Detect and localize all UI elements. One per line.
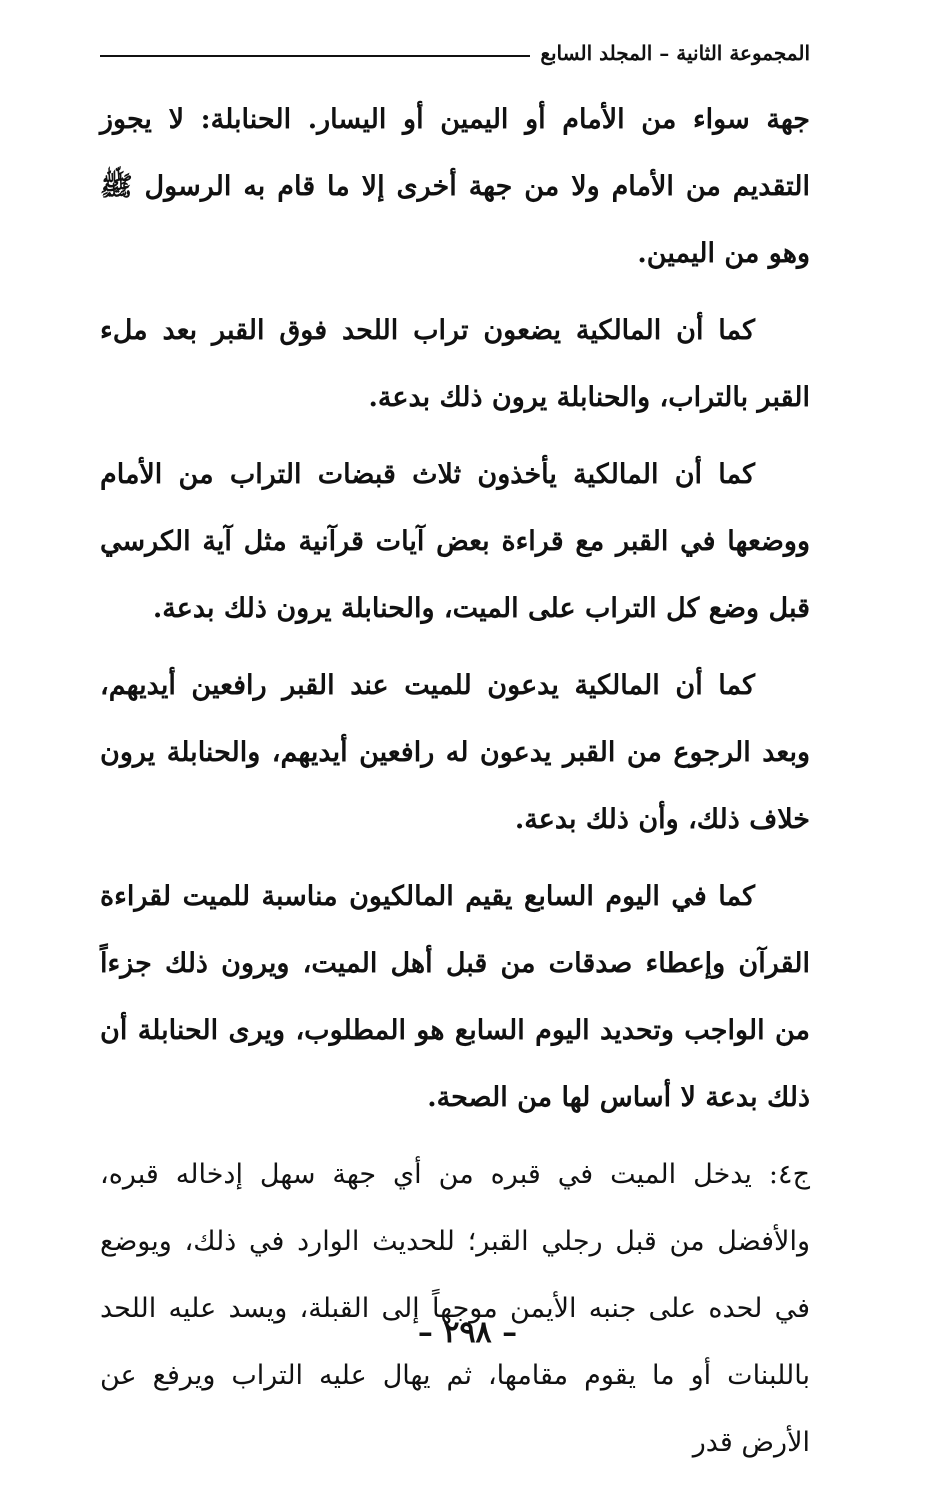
answer-paragraph: ج٤: يدخل الميت في قبره من أي جهة سهل إدخاله قبره، والأفضل من قبل رجلي القبر؛ للحديث الوارد في ذلك، ويوضع في لحده على جنبه الأيمن موجهاً إلى القبلة، ويسد عليه اللحد باللبنات أو ما يقوم مقامها، ثم يهال عليه التراب ويرفع عن الأرض قدر (100, 1159, 810, 1458)
page-number: – ٢٩٨ – (417, 1315, 518, 1350)
paragraph: كما في اليوم السابع يقيم المالكيون مناسبة للميت لقراءة القرآن وإعطاء صدقات من قبل أهل الميت، ويرون ذلك جزءاً من الواجب وتحديد اليوم السابع هو المطلوب، ويرى الحنابلة أن ذلك بدعة لا أساس لها من الصحة. (100, 881, 810, 1113)
header-title: المجموعة الثانية – المجلد السابع (540, 41, 810, 65)
paragraph: جهة سواء من الأمام أو اليمين أو اليسار. الحنابلة: لا يجوز التقديم من الأمام ولا من جهة أخرى إلا ما قام به الرسول ﷺ وهو من اليمين. (100, 104, 810, 269)
paragraph: كما أن المالكية يضعون تراب اللحد فوق القبر بعد ملء القبر بالتراب، والحنابلة يرون ذلك بدعة. (100, 315, 810, 413)
header-rule (100, 55, 530, 57)
page-body (100, 86, 810, 1486)
running-header (100, 36, 810, 70)
paragraph: كما أن المالكية يأخذون ثلاث قبضات التراب من الأمام ووضعها في القبر مع قراءة بعض آيات قرآنية مثل آية الكرسي قبل وضع كل التراب على الميت، والحنابلة يرون ذلك بدعة. (100, 459, 810, 624)
paragraph: كما أن المالكية يدعون للميت عند القبر رافعين أيديهم، وبعد الرجوع من القبر يدعون له رافعين أيديهم، والحنابلة يرون خلاف ذلك، وأن ذلك بدعة. (100, 670, 810, 835)
